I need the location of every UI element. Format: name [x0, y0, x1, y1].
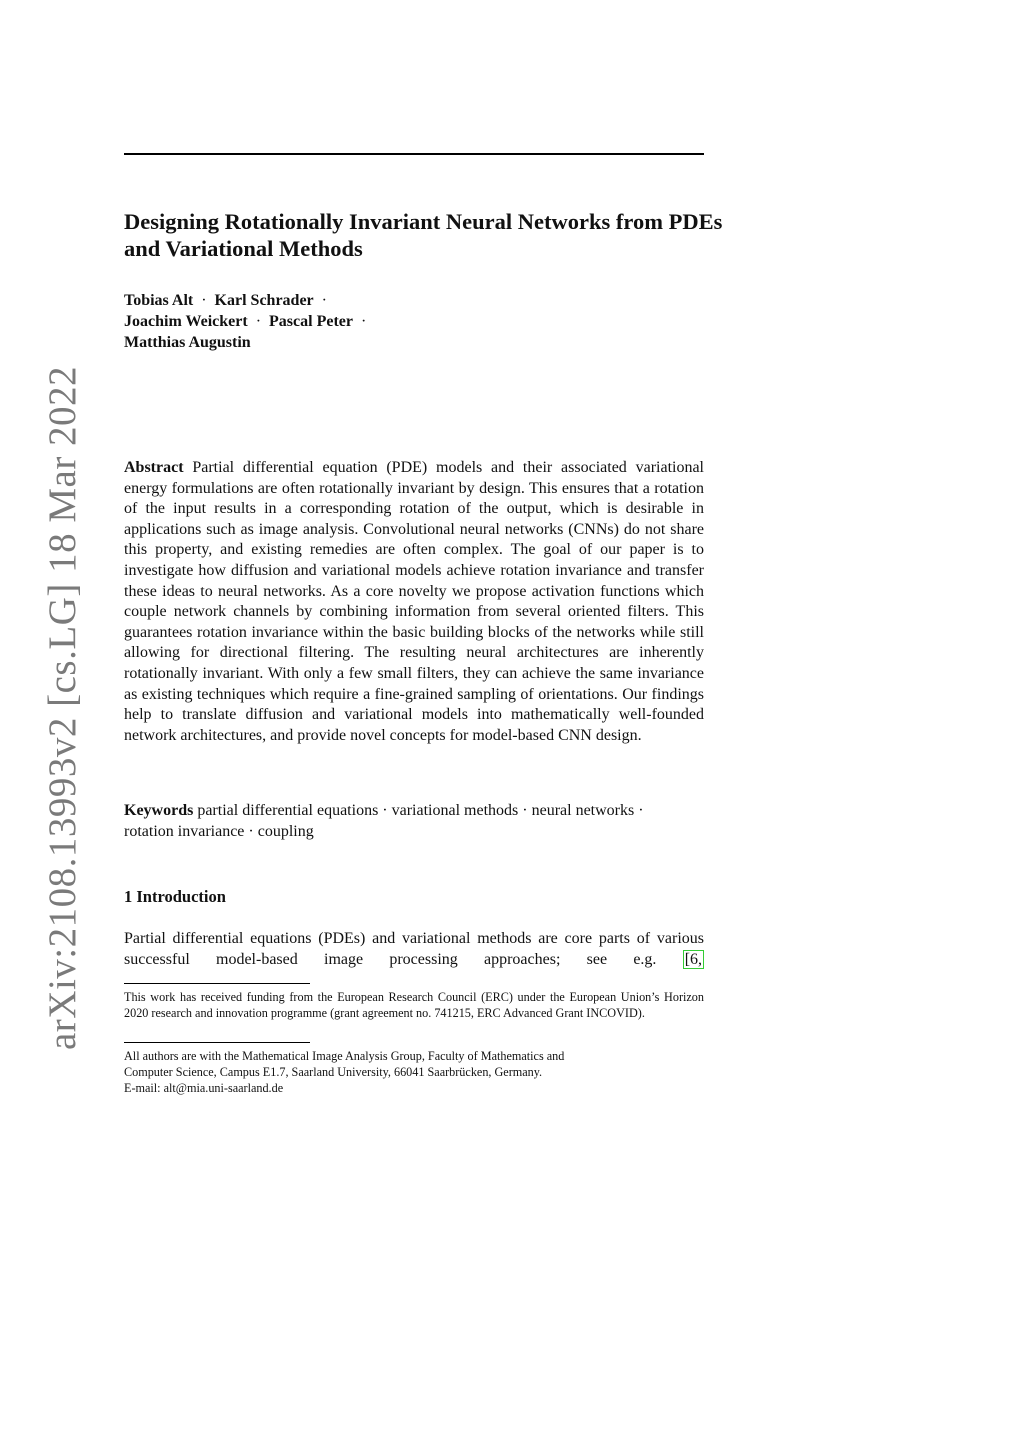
- abstract-text: Partial differential equation (PDE) models and their associated variational energy formulations are often rotationally invariant by design. This ensures that a rotation of the input results in a corresponding rotation of the output, which is desirable in applications such as image analysis. Convolutional neural networks (CNNs) do not share this property, and existing remedies are often complex. The goal of our paper is to investigate how diffusion and variational models achieve rotation invariance and transfer these ideas to neural networks. As a core novelty we propose activation functions which couple network channels by combining information from several oriented filters. This guarantees rotation invariance within the basic building blocks of the networks while still allowing for directional filtering. The resulting neural architectures are inherently rotationally invariant. With only a few small filters, they can achieve the same invariance as existing techniques which require a fine-grained sampling of orientations. Our findings help to translate diffusion and variational models into mathematically well-founded network architectures, and provide novel concepts for model-based CNN design.: [124, 459, 705, 744]
- intro-paragraph: Partial differential equations (PDEs) and variational methods are core parts of various successful model-based image processing approaches; see e.g.: [124, 930, 704, 968]
- abstract: [124, 458, 704, 746]
- header-rule: [124, 153, 704, 155]
- author-name: Matthias Augustin: [124, 334, 251, 351]
- keywords-label: Keywords: [124, 802, 194, 819]
- author-name: Tobias Alt: [124, 292, 194, 309]
- footnote-rule: [124, 1042, 310, 1043]
- author-separator: ·: [201, 292, 207, 309]
- abstract-label: Abstract: [124, 459, 184, 476]
- paper-title: Designing Rotationally Invariant Neural Networks from PDEs and Variational Methods: [124, 209, 723, 261]
- citation-link[interactable]: [6,: [684, 951, 703, 968]
- author-separator: ·: [255, 313, 262, 330]
- author-name: Pascal Peter: [269, 313, 353, 330]
- author-line-3: [124, 332, 724, 353]
- arxiv-identifier: arXiv:2108.13993v2 [cs.LG] 18 Mar 2022: [41, 365, 84, 1050]
- author-separator: ·: [360, 313, 367, 330]
- author-separator: ·: [321, 292, 327, 309]
- author-name: Joachim Weickert: [124, 313, 248, 330]
- keywords-text: partial differential equations · variational methods · neural networks · rotation invariance · coupling: [124, 802, 644, 840]
- affiliation-footnote: [124, 1048, 704, 1096]
- affiliation-line: All authors are with the Mathematical Image Analysis Group, Faculty of Mathematics and: [124, 1049, 565, 1063]
- author-name: Karl Schrader: [214, 292, 314, 309]
- author-line-2: [124, 311, 724, 332]
- keywords: [124, 800, 684, 842]
- author-line-1: [124, 290, 724, 311]
- funding-footnote: This work has received funding from the European Research Council (ERC) under the European Union’s Horizon 2020 research and innovation programme (grant agreement no. 741215, ERC Advanced Grant INCOVID).: [124, 990, 704, 1020]
- section-heading-introduction: 1 Introduction: [124, 887, 226, 906]
- footnote-rule: [124, 983, 310, 984]
- introduction-text: [124, 928, 704, 970]
- author-list: [124, 290, 724, 353]
- email-line: E-mail: alt@mia.uni-saarland.de: [124, 1081, 284, 1095]
- affiliation-line: Computer Science, Campus E1.7, Saarland University, 66041 Saarbrücken, Germany.: [124, 1065, 543, 1079]
